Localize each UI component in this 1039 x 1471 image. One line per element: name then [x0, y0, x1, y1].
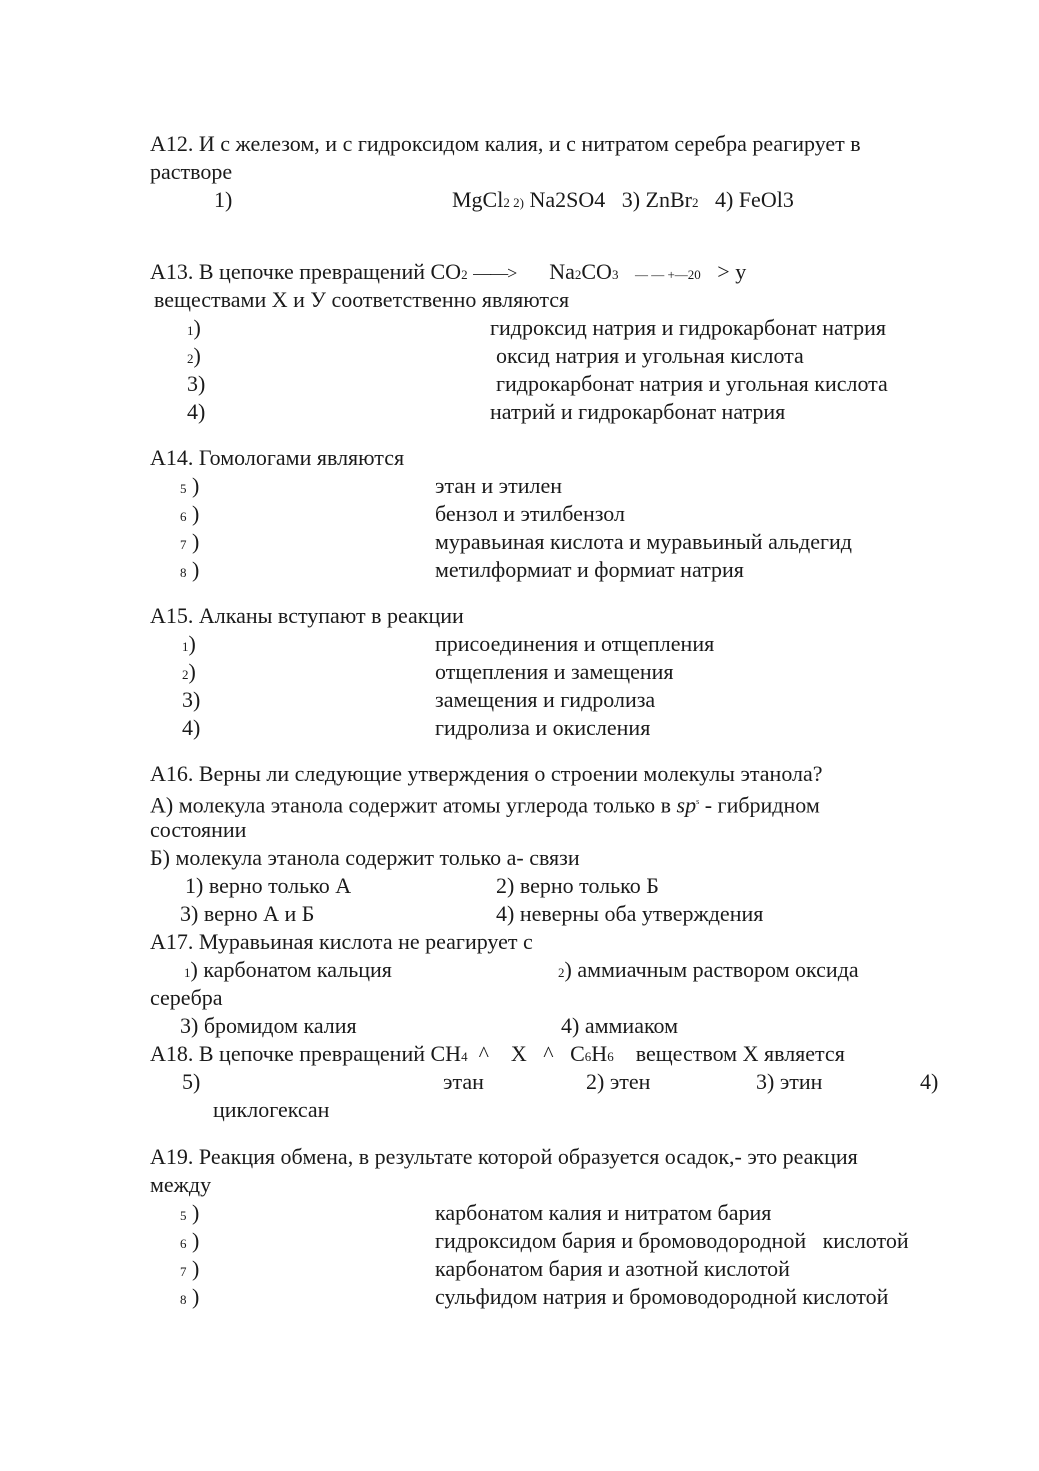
a15-option-3-number: 3) — [182, 687, 201, 712]
a19-option-3-number: 7 ) — [180, 1256, 200, 1281]
a14-option-2-text: бензол и этилбензол — [435, 501, 625, 526]
a19-option-4-text: сульфидом натрия и бромоводородной кислотой — [435, 1284, 889, 1309]
a13-text-g: > у — [717, 259, 747, 284]
a14-option-1-number: 5 ) — [180, 473, 200, 498]
a16-option-3: 3) верно А и Б — [180, 901, 315, 926]
a18-option-2: 2) этен — [586, 1069, 651, 1094]
a17-option-1: 1) карбонатом кальция — [184, 957, 392, 982]
question-a14: A14. Гомологами являются — [150, 445, 405, 470]
question-a13-line1 — [150, 258, 746, 289]
a15-option-1-text: присоединения и отщепления — [435, 631, 715, 656]
a13-option-3-number: 3) — [187, 371, 206, 396]
a18-option-4-cont: циклогексан — [213, 1097, 330, 1122]
a19-option-4-number: 8 ) — [180, 1284, 200, 1309]
a13-sub-f: 3 — [611, 267, 619, 282]
question-a17: A17. Муравьиная кислота не реагирует с — [150, 929, 533, 954]
a13-option-2-text: оксид натрия и угольная кислота — [496, 343, 804, 368]
a15-option-2-text: отщепления и замещения — [435, 659, 674, 684]
a15-option-1-number: 1) — [182, 631, 196, 656]
arrow-1: ——> — [473, 263, 517, 283]
a18-option-4: 4) — [920, 1069, 939, 1094]
a16-option-1: 1) верно только А — [185, 873, 352, 898]
a14-option-3-number: 7 ) — [180, 529, 200, 554]
a18-option-number: 5) — [182, 1069, 201, 1094]
a13-sub-d: 2 — [574, 267, 582, 282]
option-znbr-sub: 2 — [692, 195, 699, 210]
a19-option-3-text: карбонатом бария и азотной кислотой — [435, 1256, 790, 1281]
a14-option-4-number: 8 ) — [180, 557, 200, 582]
a15-option-3-text: замещения и гидролиза — [435, 687, 656, 712]
a17-option-3: 3) бромидом калия — [180, 1013, 357, 1038]
a15-option-4-text: гидролиза и окисления — [435, 715, 651, 740]
a16-statement-a: А) молекула этанола содержит атомы углерода только в $sp^s$ - гибридном — [150, 792, 820, 818]
option-na2so4: Na2SO4 — [529, 187, 606, 212]
a13-option-2-number: 2) — [187, 343, 201, 368]
a16-statement-b: Б) молекула этанола содержит только а- связи — [150, 845, 580, 870]
a15-option-2-number: 2) — [182, 659, 196, 684]
a13-option-1-text: гидроксид натрия и гидрокарбонат натрия — [490, 315, 887, 340]
option-feol3: 4) FeOl3 — [715, 187, 794, 212]
superscript-mark: s — [696, 797, 700, 806]
a16-option-4: 4) неверны оба утверждения — [496, 901, 764, 926]
option-mgcl: MgCl — [452, 187, 504, 212]
a16-option-2: 2) верно только Б — [496, 873, 659, 898]
a17-option-2: 2) аммиачным раствором оксида — [558, 957, 859, 982]
a19-option-2-number: 6 ) — [180, 1228, 200, 1253]
sp-hybrid: sp — [676, 792, 697, 818]
a19-option-1-text: карбонатом калия и нитратом бария — [435, 1200, 772, 1225]
arrow-2: — — +—20 — [634, 267, 701, 282]
a14-option-4-text: метилформиат и формиат натрия — [435, 557, 744, 582]
question-a19-line2: между — [150, 1172, 212, 1197]
option-znbr: 3) ZnBr — [621, 187, 692, 212]
a13-text-e: CO — [581, 259, 612, 284]
a13-text-a: A13. В цепочке превращений CO — [150, 259, 462, 284]
question-a15: A15. Алканы вступают в реакции — [150, 603, 464, 628]
a17-option-4: 4) аммиаком — [561, 1013, 679, 1038]
a14-option-2-number: 6 ) — [180, 501, 200, 526]
a15-option-4-number: 4) — [182, 715, 201, 740]
a19-option-1-number: 5 ) — [180, 1200, 200, 1225]
a19-option-2-text: гидроксидом бария и бромоводородной кислотой — [435, 1228, 909, 1253]
question-a12-options — [452, 186, 794, 217]
a14-option-1-text: этан и этилен — [435, 473, 562, 498]
a18-option-1: этан — [443, 1069, 484, 1094]
question-a19-line1: A19. Реакция обмена, в результате которой образуется осадок,- это реакция — [150, 1144, 858, 1169]
a13-option-3-text: гидрокарбонат натрия и угольная кислота — [496, 371, 888, 396]
a16-statement-a-cont: состоянии — [150, 817, 247, 842]
a13-option-4-text: натрий и гидрокарбонат натрия — [490, 399, 786, 424]
a13-text-c: Na — [549, 259, 575, 284]
a14-option-3-text: муравьиная кислота и муравьиный альдегид — [435, 529, 853, 554]
question-a13-line2: веществами X и У соответственно являются — [154, 287, 570, 312]
question-a16: A16. Верны ли следующие утверждения о строении молекулы этанола? — [150, 761, 823, 786]
question-a12-option-number: 1) — [214, 187, 233, 212]
question-a18: A18. В цепочке превращений CH4 ^ X ^ C6H6 веществом X является — [150, 1041, 845, 1066]
question-a12-line1: A12. И с железом, и с гидроксидом калия, и с нитратом серебра реагирует в — [150, 131, 861, 156]
a13-option-1-number: 1) — [187, 315, 201, 340]
option-mgcl-sub: 2 2) — [503, 195, 524, 210]
a13-option-4-number: 4) — [187, 399, 206, 424]
question-a12-line2: растворе — [150, 159, 233, 184]
a13-sub-b: 2 — [461, 267, 468, 282]
a17-option-2-cont: серебра — [150, 985, 223, 1010]
a18-option-3: 3) этин — [756, 1069, 823, 1094]
